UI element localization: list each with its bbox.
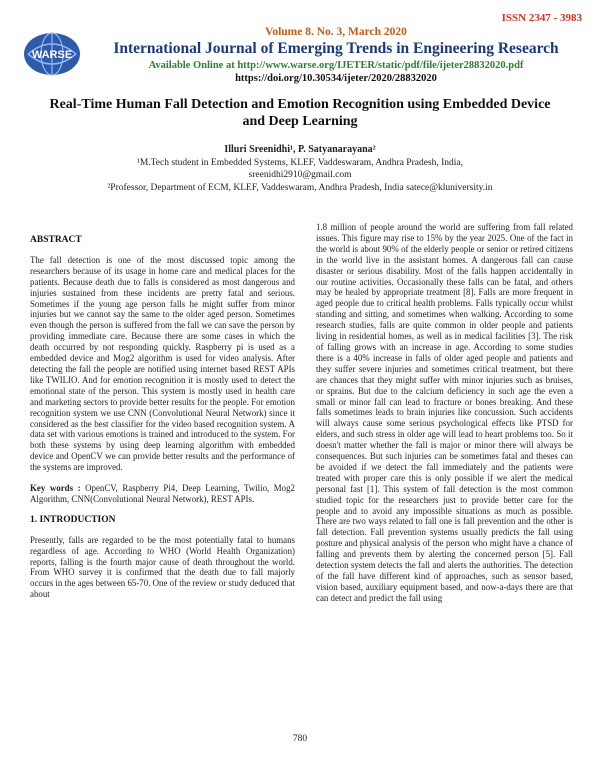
author-names: Illuri Sreenidhi¹, P. Satyanarayana²: [224, 144, 376, 155]
journal-header: [96, 26, 576, 84]
volume-info: Volume 8. No. 3, March 2020: [265, 26, 407, 38]
keywords: [30, 483, 295, 505]
abstract-heading: ABSTRACT: [30, 235, 82, 245]
paper-title: Real-Time Human Fall Detection and Emotion Recognition using Embedded Device and Deep Learning: [49, 97, 551, 129]
online-link[interactable]: Available Online at http://www.warse.org/IJETER/static/pdf/file/ijeter28832020.pdf: [148, 60, 524, 71]
affiliation-1: ¹M.Tech student in Embedded Systems, KLEF, Vaddeswaram, Andhra Pradesh, India,: [136, 157, 464, 168]
keywords-label: Key words :: [30, 483, 81, 494]
author-email: sreenidhi2910@gmail.com: [248, 170, 352, 180]
issn-label: ISSN 2347 - 3983: [501, 12, 582, 24]
abstract-text: The fall detection is one of the most discussed topic among the researchers because of its usage in home care and medical places for the patients. Because death due to falls is considered as most dangerous and injuries sustained from these incidents are pretty fatal and serious. Sometimes if the young age person falls he might suffer from minor injuries but we cannot say the same to the older aged person. Sometimes even though the person is suffered from the fall we can save the person by providing immediate care. Because there are some cases in which the death occurred by not responding quickly. Raspberry pi is used as a embedded device and Mog2 algorithm is used for video analysis. After detecting the fall the people are notified using internet based REST APIs like TWILIO. And for emotion recognition it is mostly used to detect the emotional state of the person. This system is mostly used in health care and marketing sectors to provide better results for the people. For emotion recognition system we use CNN (Convolutional Neural Network) since it considered as the best classifier for the video based recognition system. A data set with various emotions is trained and introduced to the system. For both these systems by using deep learning algorithm with embedded device and OpenCV we can provide better results and the performance of the systems are improved.: [30, 254, 295, 473]
affiliation-2: ²Professor, Department of ECM, KLEF, Vaddeswaram, Andhra Pradesh, India satece@kluniversity.in: [107, 182, 493, 193]
page-number: 780: [292, 734, 308, 744]
introduction-text-left: Presently, falls are regarded to be the most potentially fatal to humans regardless of age. According to WHO (World Health Organization) reports, falling is the fourth major cause of death throughout the world. From WHO survey it is confirmed that the death due to fall majorly occurs in the ages between 65-70. One of the review or study deduced that about: [30, 534, 295, 600]
warse-logo-icon: [22, 30, 82, 78]
keywords-text: OpenCV, Raspberry Pi4, Deep Learning, Twilio, Mog2 Algorithm, CNN(Convolutional Neural Network), REST APIs.: [30, 483, 295, 504]
doi-link[interactable]: https://doi.org/10.30534/ijeter/2020/28832020: [235, 73, 437, 84]
introduction-heading: 1. INTRODUCTION: [30, 514, 116, 525]
logo-text: WARSE: [31, 49, 73, 61]
journal-name: International Journal of Emerging Trends in Engineering Research: [113, 40, 559, 57]
introduction-text-right: 1.8 million of people around the world are suffering from fall related issues. This figure may rise to 15% by the year 2025. One of the fact in the world is about 90% of the elderly people or senior or retired citizens in the world live in the assistant homes. A dangerous fall can cause disaster or serious disability. Most of the falls happen accidentally in our routine activities. Occasionally these falls can be fatal, and others may be healed by appropriate treatment [8]. Falls are more frequent in aged people due to critical health problems. Falls typically occur whilst standing and sitting, and sometimes when walking. According to some research studies, falls are quite common in older people and patients living in residential homes, as well as in medical facilities [3]. The risk of falling grows with an increase in age. According to some studies there is a 40% increase in falls of older aged people and patients and they suffer severe injuries and sometimes critical treatment, but there are chances that they might suffer with minor injuries such as bruises, or sprains. But due to the calcium deficiency in such age the even a small or minor fall can lead to fracture or bones breaking. And these falls sometimes leads to brain injuries like concussion. Such accidents will always cause some serious psychological effects like PTSD for elders, and such stress in older age will lead to heart problems too. So it doesn't matter whether the fall is major or minor there will always be consequences. But such injuries can be sometimes fatal and theses can be avoided if we detect the fall immediately and the patients were treated with proper care this is only possible if we alert the medical personal fast [1]. This system of fall detection is the most common studied topic for the researchers just to provide better care for the people and to avoid any impossible situations as much as possible. There are two ways related to fall one is fall prevention and the other is fall detection. Fall prevention systems usually predicts the fall using posture and physical analysis of the person who might have a chance of falling and prevents them by alerting the concerned person [5]. Fall detection system detects the fall and alerts the authorities. The detection of the fall have different kind of approaches, such as sensor based, vision based, auxiliary equipment based, and now-a-days there are that can detect and predict the fall using: [316, 222, 573, 603]
right-column: [316, 222, 573, 614]
author-block: [30, 144, 570, 194]
left-column: [30, 235, 295, 610]
